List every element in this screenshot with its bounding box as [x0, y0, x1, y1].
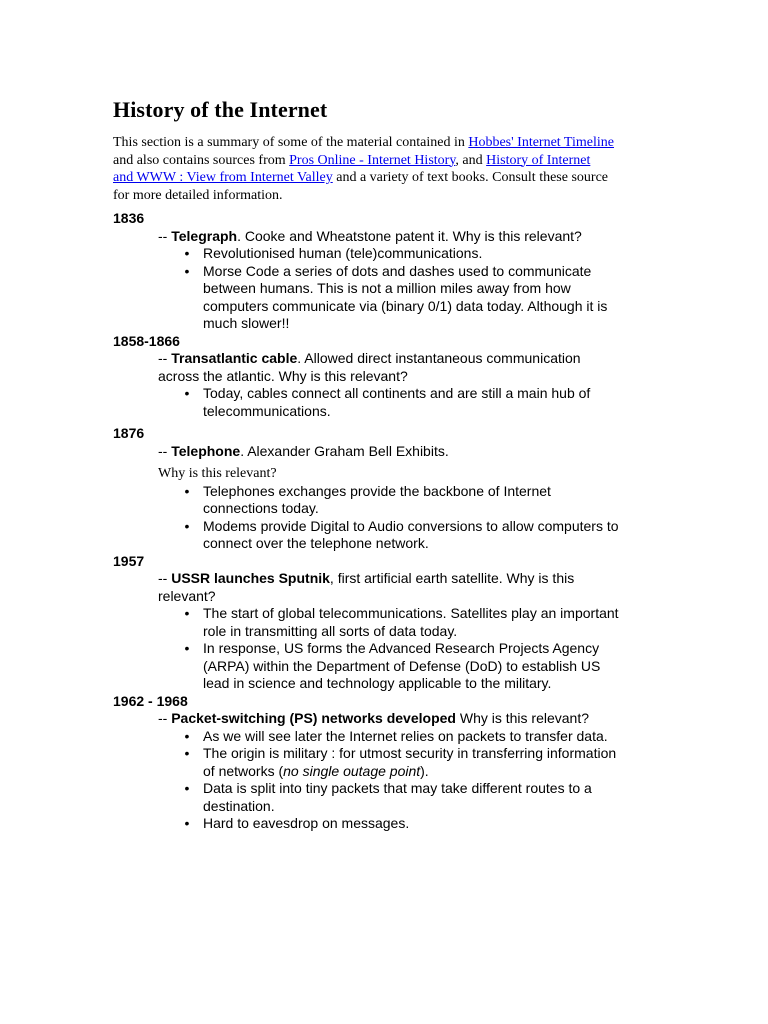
bullet-item [184, 262, 673, 333]
intro-text: and a variety of text books. Consult these source [332, 170, 609, 185]
relevance-question: Why is this relevant? [158, 466, 277, 481]
bullet-item [184, 780, 673, 815]
timeline-section [113, 333, 673, 421]
desc-topic: Telegraph [171, 227, 238, 244]
bullet-text: Today, cables connect all continents and are still a main hub of [203, 385, 591, 401]
intro-text: and also contains sources from [113, 152, 290, 168]
bullet-text: As we will see later the Internet relies on packets to transfer data. [203, 727, 608, 744]
section-year: 1836 [113, 210, 145, 226]
bullet-dot: • [184, 605, 190, 621]
bullet-dot: • [184, 482, 190, 499]
bullet-text-part: ). [420, 762, 429, 779]
intro-line [113, 134, 673, 152]
bullet-dot: • [184, 640, 190, 656]
intro-text: , and [455, 152, 487, 168]
bullet-dot: • [184, 517, 190, 534]
bullet-text [203, 763, 673, 781]
bullet-item [184, 605, 673, 640]
bullet-dot: • [184, 745, 190, 761]
section-description [158, 350, 673, 385]
timeline-section [113, 693, 673, 833]
bullet-text: Modems provide Digital to Audio conversions to allow computers to [203, 517, 619, 534]
desc-topic: USSR launches Sputnik [171, 570, 330, 586]
bullet-text: much slower!! [203, 315, 290, 331]
bullet-text: telecommunications. [203, 402, 331, 419]
pros-online-link[interactable]: Pros Online - Internet History [289, 152, 456, 168]
bullet-dot: • [184, 815, 190, 831]
bullet-text: The origin is military : for utmost security in transferring information [203, 745, 617, 761]
bullet-text: (ARPA) within the Department of Defense (DoD) to establish US [203, 657, 601, 674]
section-year: 1876 [113, 425, 145, 441]
bullet-text: between humans. This is not a million miles away from how [203, 280, 571, 296]
page-title: History of the Internet [113, 97, 328, 122]
bullet-text: Revolutionised human (tele)communications. [203, 245, 483, 261]
section-description [158, 710, 673, 728]
bullet-text: In response, US forms the Advanced Research Projects Agency [203, 640, 600, 656]
bullet-text: Hard to eavesdrop on messages. [203, 815, 410, 831]
bullet-item [184, 517, 673, 553]
section-description [158, 443, 673, 461]
desc-text: across the atlantic. Why is this relevant? [158, 367, 408, 384]
bullet-item [184, 482, 673, 518]
bullet-dot: • [184, 262, 190, 279]
bullet-item [184, 727, 673, 746]
intro-line [113, 152, 673, 170]
bullet-text: computers communicate via (binary 0/1) data today. Although it is [203, 297, 608, 314]
bullet-text: connections today. [203, 500, 319, 516]
section-year: 1858-1866 [113, 332, 180, 349]
bullet-text: Morse Code a series of dots and dashes used to communicate [203, 262, 592, 279]
timeline-section [113, 553, 673, 693]
bullet-list [113, 605, 673, 693]
bullet-text: destination. [203, 797, 275, 814]
bullet-text-emphasis: no single outage point [283, 762, 421, 779]
bullet-list [113, 728, 673, 833]
desc-prefix: -- [158, 710, 172, 726]
desc-text: , first artificial earth satellite. Why is this [329, 570, 575, 586]
bullet-item [184, 245, 673, 263]
section-description [158, 228, 673, 246]
bullet-text: Telephones exchanges provide the backbone of Internet [203, 482, 551, 499]
bullet-list [113, 385, 673, 420]
bullet-text-part: of networks ( [203, 762, 284, 779]
intro-text: for more detailed information. [113, 187, 283, 203]
desc-prefix: -- [158, 227, 172, 244]
bullet-list [113, 483, 673, 553]
bullet-item [184, 640, 673, 693]
timeline-section [113, 210, 673, 333]
desc-text: . Cooke and Wheatstone patent it. Why is this relevant? [237, 227, 582, 244]
bullet-dot: • [184, 385, 190, 401]
bullet-text: connect over the telephone network. [203, 535, 429, 551]
bullet-dot: • [184, 780, 190, 796]
desc-text: relevant? [158, 587, 216, 604]
section-year: 1962 - 1968 [113, 692, 188, 709]
section-year: 1957 [113, 552, 145, 569]
bullet-item [184, 745, 673, 780]
bullet-text: role in transmitting all sorts of data today. [203, 622, 458, 639]
bullet-text: The start of global telecommunications. Satellites play an important [203, 605, 619, 621]
intro-line [113, 169, 673, 187]
desc-prefix: -- [158, 350, 172, 366]
bullet-item [184, 385, 673, 420]
intro-text: This section is a summary of some of the material contained in [113, 135, 469, 150]
desc-topic: Packet-switching (PS) networks developed [171, 710, 456, 726]
intro-line [113, 187, 673, 205]
desc-prefix: -- [158, 442, 172, 459]
timeline [113, 210, 673, 833]
hobbes-timeline-link[interactable]: Hobbes' Internet Timeline [468, 135, 614, 150]
bullet-dot: • [184, 245, 190, 261]
timeline-section [113, 425, 673, 553]
desc-text: . Allowed direct instantaneous communication [297, 350, 581, 366]
bullet-text: Data is split into tiny packets that may take different routes to a [203, 780, 592, 796]
intro-paragraph [113, 134, 673, 204]
bullet-list [113, 245, 673, 333]
desc-text: . Alexander Graham Bell Exhibits. [240, 442, 449, 459]
desc-topic: Telephone [171, 442, 241, 459]
bullet-dot: • [184, 727, 190, 744]
desc-topic: Transatlantic cable [171, 350, 298, 366]
section-description [158, 570, 673, 605]
bullet-text: lead in science and technology applicable to the military. [203, 675, 552, 691]
internet-valley-link-part1[interactable]: History of Internet [486, 152, 591, 168]
desc-text: Why is this relevant? [455, 710, 590, 726]
desc-prefix: -- [158, 570, 172, 586]
internet-valley-link-part2[interactable]: and WWW : View from Internet Valley [113, 170, 333, 185]
bullet-item [184, 815, 673, 833]
